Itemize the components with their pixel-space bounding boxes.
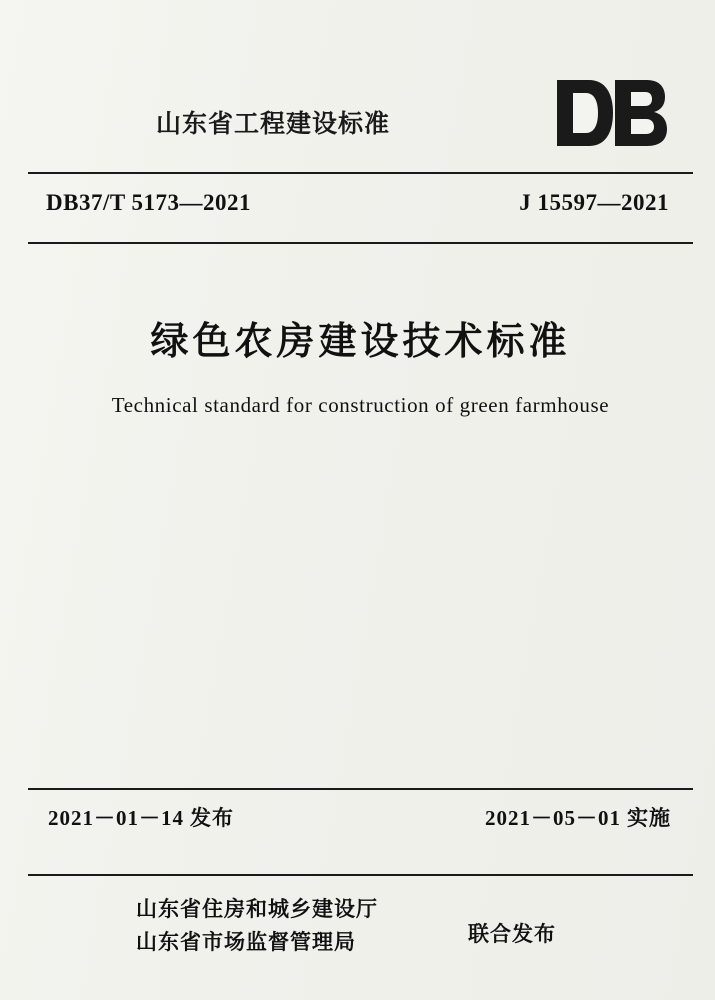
issuer-line-2: 山东省市场监督管理局 xyxy=(136,930,356,954)
cover-header xyxy=(28,76,693,166)
issuer-names xyxy=(136,894,378,959)
effective-date-group xyxy=(485,802,671,832)
divider-above-issuers xyxy=(28,874,693,876)
effective-date-label: 实施 xyxy=(627,807,671,830)
divider-top xyxy=(28,172,693,174)
series-title: 山东省工程建设标准 xyxy=(156,110,391,138)
issue-date-label: 发布 xyxy=(190,807,234,830)
divider-below-codes xyxy=(28,242,693,244)
main-title: 绿色农房建设技术标准 xyxy=(150,321,571,363)
divider-above-dates xyxy=(28,788,693,790)
db-logo-icon xyxy=(553,76,671,150)
issue-date: 2021－01－14 xyxy=(48,806,184,830)
effective-date: 2021－05－01 xyxy=(485,806,621,830)
issuer-line-1: 山东省住房和城乡建设厅 xyxy=(136,898,378,921)
title-block xyxy=(28,318,693,418)
english-title: Technical standard for construction of green farmhouse xyxy=(111,393,610,418)
standard-code: DB37/T 5173—2021 xyxy=(46,190,252,215)
joint-issue-label: 联合发布 xyxy=(468,923,556,946)
issuers-row xyxy=(28,890,693,970)
issue-date-group xyxy=(48,802,234,832)
cover-content xyxy=(28,18,693,984)
dates-row xyxy=(28,802,693,842)
code-row xyxy=(28,188,693,234)
registration-code: J 15597—2021 xyxy=(519,190,669,215)
